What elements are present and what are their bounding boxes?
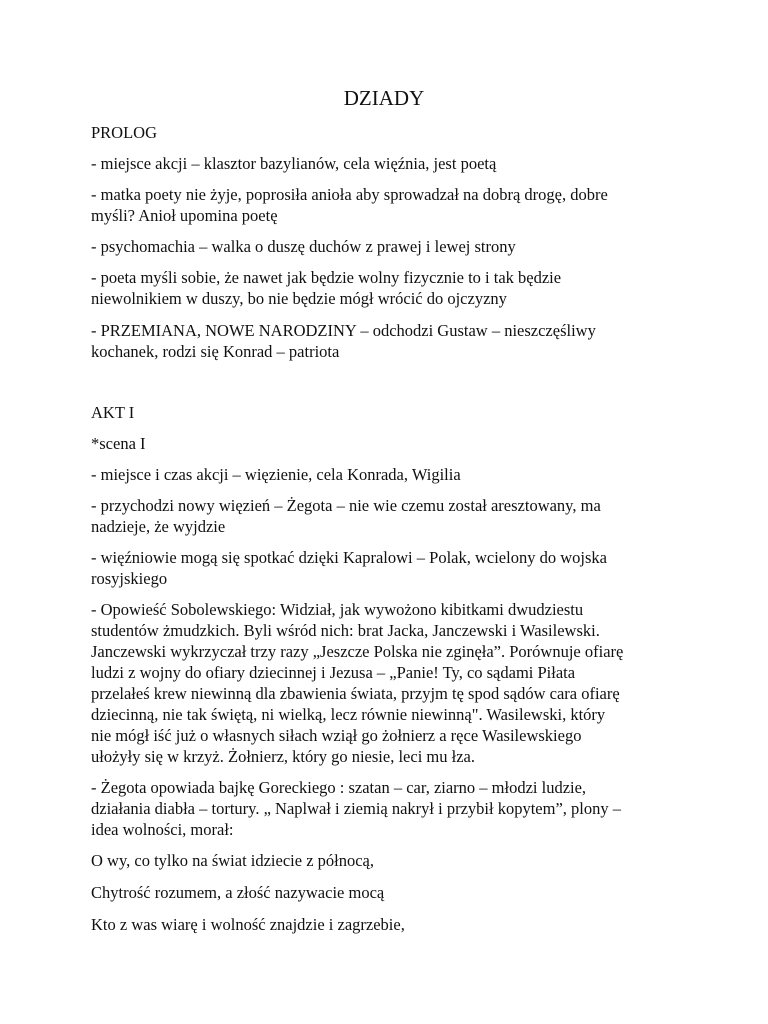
text-line: nie mógł iść już o własnych siłach wziął go żołnierz a ręce Wasilewskiego xyxy=(91,726,582,745)
text-line: myśli? Anioł upomina poetę xyxy=(91,206,278,225)
text-line: - psychomachia – walka o duszę duchów z prawej i lewej strony xyxy=(91,237,516,256)
akt-item-4 xyxy=(91,599,691,767)
text-line: kochanek, rodzi się Konrad – patriota xyxy=(91,342,340,361)
akt-item-1 xyxy=(91,464,691,485)
text-line: O wy, co tylko na świat idziecie z północą, xyxy=(91,851,375,870)
prolog-item-3 xyxy=(91,236,691,257)
prolog-item-5 xyxy=(91,320,691,362)
document-title: DZIADY xyxy=(343,86,425,110)
text-line: idea wolności, morał: xyxy=(91,820,234,839)
text-line: niewolnikiem w duszy, bo nie będzie mógł wrócić do ojczyzny xyxy=(91,289,507,308)
section-heading-akt: AKT I xyxy=(91,403,135,422)
text-line: - miejsce akcji – klasztor bazylianów, cela więźnia, jest poetą xyxy=(91,154,497,173)
poem-line-3 xyxy=(91,914,691,935)
text-line: - Opowieść Sobolewskiego: Widział, jak wywożono kibitkami dwudziestu xyxy=(91,600,584,619)
text-line: - przychodzi nowy więzień – Żegota – nie wie czemu został aresztowany, ma xyxy=(91,496,601,515)
prolog-item-4 xyxy=(91,267,691,309)
text-line: rosyjskiego xyxy=(91,569,168,588)
text-line: - miejsce i czas akcji – więzienie, cela Konrada, Wigilia xyxy=(91,465,461,484)
text-line: Chytrość rozumem, a złość nazywacie mocą xyxy=(91,883,385,902)
akt-item-5 xyxy=(91,777,691,840)
text-line: - poeta myśli sobie, że nawet jak będzie wolny fizycznie to i tak będzie xyxy=(91,268,562,287)
poem-line-1 xyxy=(91,850,691,871)
text-line: działania diabła – tortury. „ Naplwał i ziemią nakrył i przybił kopytem”, plony – xyxy=(91,799,621,818)
prolog-item-2 xyxy=(91,184,691,226)
text-line: studentów żmudzkich. Byli wśród nich: brat Jacka, Janczewski i Wasilewski. xyxy=(91,621,600,640)
text-line: - Żegota opowiada bajkę Goreckiego : szatan – car, ziarno – młodzi ludzie, xyxy=(91,778,587,797)
text-line: Janczewski wykrzyczał trzy razy „Jeszcze Polska nie zginęła”. Porównuje ofiarę xyxy=(91,642,624,661)
text-line: - więźniowie mogą się spotkać dzięki Kapralowi – Polak, wcielony do wojska xyxy=(91,548,607,567)
akt-item-3 xyxy=(91,547,691,589)
text-line: nadzieje, że wyjdzie xyxy=(91,517,226,536)
text-line: Kto z was wiarę i wolność znajdzie i zagrzebie, xyxy=(91,915,405,934)
prolog-item-1 xyxy=(91,153,691,174)
akt-item-2 xyxy=(91,495,691,537)
text-line: przelałeś krew niewinną dla zbawienia świata, przyjm tę spod sądów cara ofiarę xyxy=(91,684,620,703)
scene-heading: *scena I xyxy=(91,434,146,453)
text-line: - matka poety nie żyje, poprosiła anioła aby sprowadzał na dobrą drogę, dobre xyxy=(91,185,608,204)
section-heading-prolog: PROLOG xyxy=(91,123,158,142)
text-line: ludzi z wojny do ofiary dziecinnej i Jezusa – „Panie! Ty, co sądami Piłata xyxy=(91,663,576,682)
text-line: ułożyły się w krzyż. Żołnierz, który go niesie, leci mu łza. xyxy=(91,747,475,766)
text-line: - PRZEMIANA, NOWE NARODZINY – odchodzi Gustaw – nieszczęśliwy xyxy=(91,321,596,340)
text-line: dziecinną, nie tak świętą, ni wielką, lecz równie niewinną". Wasilewski, który xyxy=(91,705,606,724)
poem-line-2 xyxy=(91,882,691,903)
